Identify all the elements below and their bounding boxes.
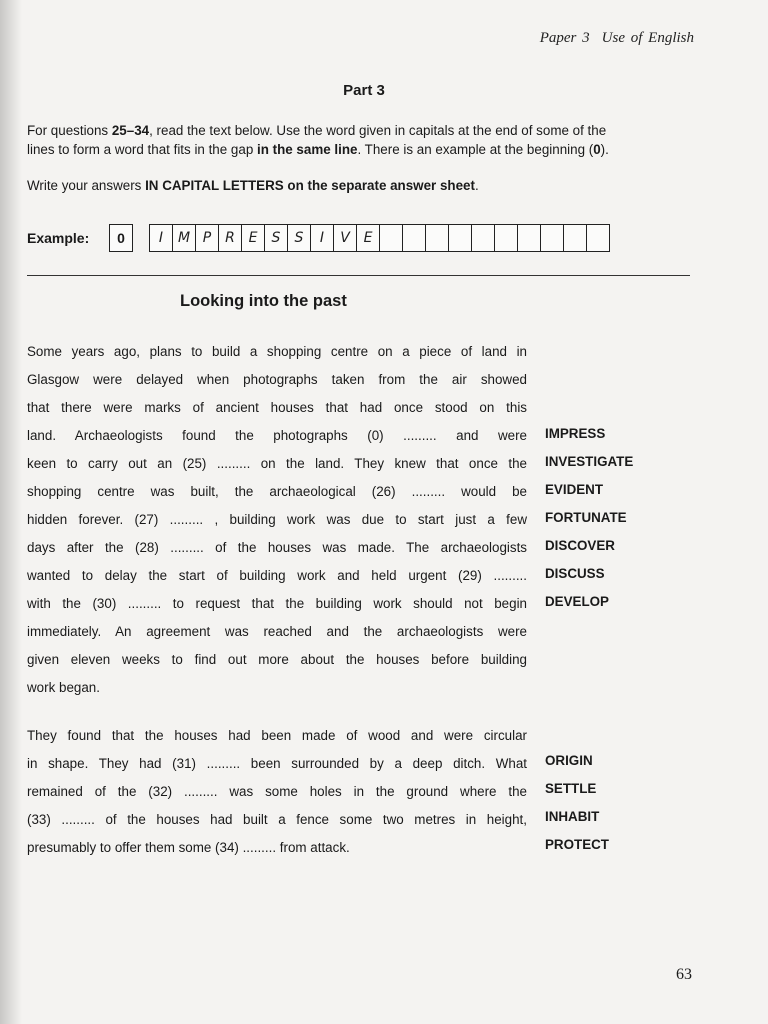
letter-cell bbox=[564, 225, 587, 251]
letter-cell: E bbox=[242, 225, 265, 251]
passage-line: Some years ago, plans to build a shopping centre on a piece of land in bbox=[27, 344, 527, 359]
passage-line: days after the (28) ......... of the houses was made. The archaeologists bbox=[27, 540, 527, 555]
passage-line: given eleven weeks to find out more about the houses before building bbox=[27, 652, 527, 667]
letter-cell: I bbox=[311, 225, 334, 251]
page-number: 63 bbox=[676, 966, 692, 983]
letter-cell bbox=[541, 225, 564, 251]
instr-text: Write your answers bbox=[27, 178, 146, 193]
paper-label: Paper 3 bbox=[539, 30, 590, 46]
letter-cell bbox=[472, 225, 495, 251]
letter-cell: V bbox=[334, 225, 357, 251]
passage-line: hidden forever. (27) ......... , building work was due to start just a few bbox=[27, 512, 527, 527]
word-stem: SETTLE bbox=[545, 781, 597, 796]
letter-cell: I bbox=[150, 225, 173, 251]
passage-line: keen to carry out an (25) ......... on the land. They knew that once the bbox=[27, 456, 527, 471]
letter-cell bbox=[495, 225, 518, 251]
divider-rule bbox=[27, 275, 690, 276]
instr-emphasis: in the same line bbox=[257, 142, 358, 157]
passage-line: (33) ......... of the houses had built a fence some two metres in height, bbox=[27, 812, 527, 827]
example-row bbox=[27, 223, 610, 253]
letter-cell bbox=[518, 225, 541, 251]
word-stem: DISCUSS bbox=[545, 566, 605, 581]
word-stem: DISCOVER bbox=[545, 538, 615, 553]
letter-cell: S bbox=[288, 225, 311, 251]
letter-cell bbox=[587, 225, 609, 251]
instructions-para-1 bbox=[27, 121, 697, 159]
letter-cell bbox=[426, 225, 449, 251]
letter-cell: P bbox=[196, 225, 219, 251]
passage-line: in shape. They had (31) ......... been surrounded by a deep ditch. What bbox=[27, 756, 527, 771]
letter-cell: R bbox=[219, 225, 242, 251]
example-number-box: 0 bbox=[109, 224, 133, 252]
passage-line: Glasgow were delayed when photographs taken from the air showed bbox=[27, 372, 527, 387]
instr-text: . bbox=[474, 178, 479, 193]
instr-text: For questions bbox=[27, 123, 112, 138]
instr-range: 25–34 bbox=[111, 123, 150, 138]
text-title: Looking into the past bbox=[180, 292, 347, 310]
word-stem: IMPRESS bbox=[545, 426, 606, 441]
instr-text: ). bbox=[600, 142, 609, 157]
passage-paragraph-2 bbox=[27, 722, 527, 862]
word-stem: DEVELOP bbox=[545, 594, 609, 609]
instr-text: . There is an example at the beginning ( bbox=[357, 142, 594, 157]
word-stem: EVIDENT bbox=[545, 482, 604, 497]
letter-cell: S bbox=[265, 225, 288, 251]
word-stem: ORIGIN bbox=[545, 753, 593, 768]
word-stem: INVESTIGATE bbox=[545, 454, 634, 469]
passage-line: presumably to offer them some (34) ......... from attack. bbox=[27, 840, 350, 855]
letter-cell bbox=[449, 225, 472, 251]
passage-line: They found that the houses had been made of wood and were circular bbox=[27, 728, 527, 743]
letter-cell bbox=[380, 225, 403, 251]
subject-label: Use of English bbox=[601, 30, 694, 46]
word-stem: PROTECT bbox=[545, 837, 609, 852]
letter-cell: M bbox=[173, 225, 196, 251]
passage-line: remained of the (32) ......... was some holes in the ground where the bbox=[27, 784, 527, 799]
running-head bbox=[540, 30, 694, 47]
passage-line: that there were marks of ancient houses that had once stood on this bbox=[27, 400, 527, 415]
word-stems-2 bbox=[545, 747, 609, 859]
instructions bbox=[27, 121, 697, 195]
word-stem: INHABIT bbox=[545, 809, 600, 824]
letter-cell bbox=[403, 225, 426, 251]
passage-line: with the (30) ......... to request that the building work should not begin bbox=[27, 596, 527, 611]
word-stem: FORTUNATE bbox=[545, 510, 627, 525]
word-stems-1 bbox=[545, 420, 633, 616]
instr-text: lines to form a word that fits in the gap bbox=[27, 142, 257, 157]
instructions-para-2 bbox=[27, 176, 697, 195]
letter-cell: E bbox=[357, 225, 380, 251]
example-label: Example: bbox=[27, 230, 90, 246]
passage-paragraph-1 bbox=[27, 338, 527, 702]
instr-text: , read the text below. Use the word given in capitals at the end of some of the bbox=[149, 123, 607, 138]
part-title: Part 3 bbox=[343, 82, 385, 99]
page-edge-shadow bbox=[0, 0, 22, 1024]
passage-line: immediately. An agreement was reached and the archaeologists were bbox=[27, 624, 527, 639]
example-letter-grid bbox=[149, 224, 610, 252]
instr-emphasis: IN CAPITAL LETTERS on the separate answer sheet bbox=[145, 178, 475, 193]
passage-line: work began. bbox=[27, 680, 100, 695]
instr-zero: 0 bbox=[593, 142, 601, 157]
passage-line: land. Archaeologists found the photographs (0) ......... and were bbox=[27, 428, 527, 443]
passage-line: wanted to delay the start of building work and held urgent (29) ......... bbox=[27, 568, 527, 583]
passage-line: shopping centre was built, the archaeological (26) ......... would be bbox=[27, 484, 527, 499]
